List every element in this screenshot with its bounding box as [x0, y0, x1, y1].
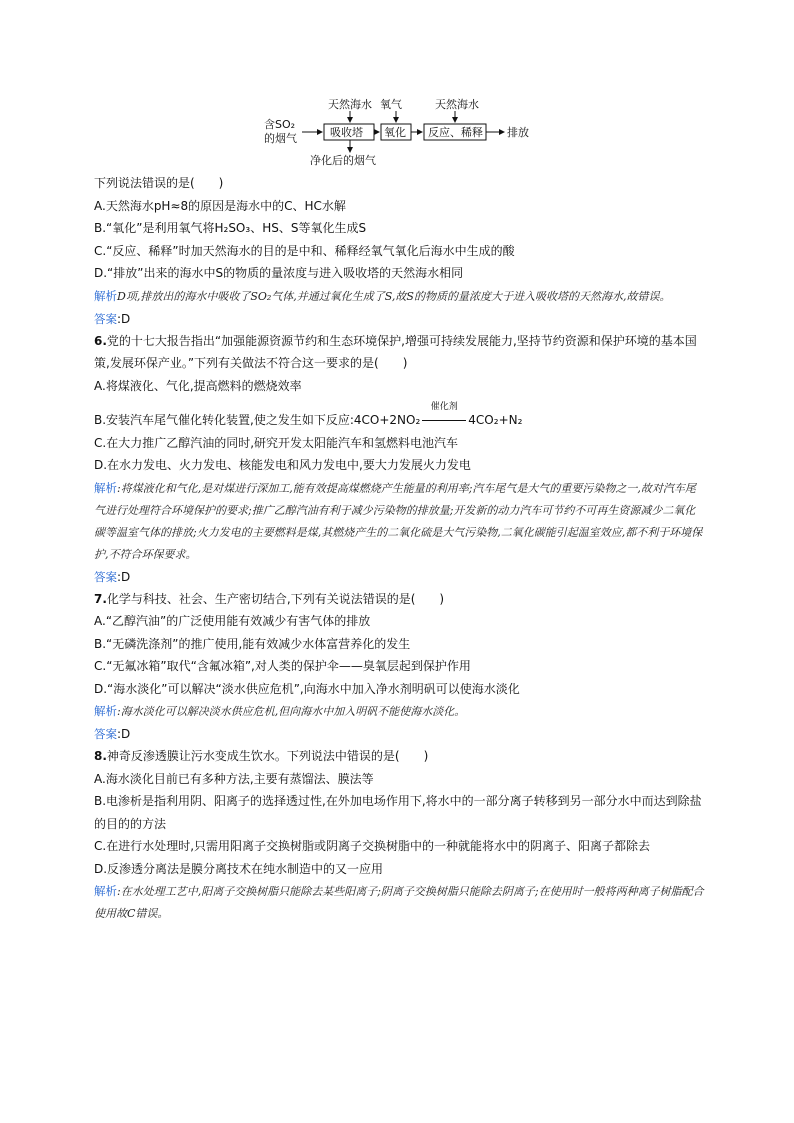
q6-option-d: D.在水力发电、火力发电、核能发电和风力发电中,要大力发展火力发电 [94, 458, 471, 472]
q7-stem [94, 588, 706, 611]
q7-stem-text: 化学与科技、社会、生产密切结合,下列有关说法错误的是( ) [106, 591, 445, 606]
q6-number: 6. [94, 333, 107, 348]
q5-stem: 下列说法错误的是( ) [94, 176, 224, 190]
q7-answer-value: D [121, 727, 131, 741]
q5-analysis-tag: 解析 [94, 288, 117, 303]
q6-answer-tag: 答案 [94, 569, 117, 584]
input-label-seawater-1: 天然海水 [328, 98, 372, 111]
q6-option-a: A.将煤液化、气化,提高燃料的燃烧效率 [94, 378, 302, 393]
q8-option-d: D.反渗透分离法是膜分离技术在纯水制造中的又一应用 [94, 861, 384, 876]
q7-analysis-text: 海水淡化可以解决淡水供应危机,但向海水中加入明矾不能使海水淡化。 [120, 705, 466, 718]
q5-option-b: B.“氧化”是利用氧气将H₂SO₃、HS、S等氧化生成S [94, 221, 367, 235]
q7-analysis: 解析:海水淡化可以解决淡水供应危机,但向海水中加入明矾不能使海水淡化。 [94, 704, 466, 718]
q5-analysis-text: D项,排放出的海水中吸收了SO₂气体,并通过氧化生成了S,故S的物质的量浓度大于进入吸收塔的天然海水,故错误。 [117, 289, 671, 303]
q7-option-a: A.“乙醇汽油”的广泛使用能有效减少有害气体的排放 [94, 614, 371, 628]
box-reaction-dilution-label: 反应、稀释 [428, 126, 483, 139]
q6-answer: 答案:D [94, 569, 131, 584]
q6-option-b [94, 402, 706, 432]
q6-stem-text: 党的十七大报告指出“加强能源资源节约和生态环境保护,增强可持续发展能力,坚持节约资源和保护环境的基本国策,发展环保产业。”下列有关做法不符合这一要求的是( ) [94, 333, 697, 370]
q8-option-a: A.海水淡化目前已有多种方法,主要有蒸馏法、膜法等 [94, 771, 374, 786]
q8-analysis: 解析:在水处理工艺中,阳离子交换树脂只能除去某些阳离子;阴离子交换树脂只能除去阴离子;在使用时一般将两种离子树脂配合使用故C错误。 [94, 884, 704, 920]
process-flow-diagram [250, 96, 550, 170]
q7-answer-tag: 答案 [94, 727, 117, 741]
purified-gas-label: 净化后的烟气 [310, 154, 376, 167]
flue-gas-label-line2: 的烟气 [264, 132, 297, 145]
q6-reaction-arrow [420, 402, 468, 432]
q8-analysis-tag: 解析 [94, 884, 117, 898]
box-oxidation-label: 氧化 [384, 126, 406, 139]
q7-answer: 答案:D [94, 727, 131, 741]
q6-analysis-text: 将煤液化和气化,是对煤进行深加工,能有效提高煤燃烧产生能量的利用率;汽车尾气是大气的重要污染物之一,故对汽车尾气进行处理符合环境保护的要求;推广乙醇汽油有利于减少污染物的排放量;开发新的动力汽车可节约不可再生资源减少二氧化碳等温室气体的排放;火力发电的主要燃料是煤,其燃烧产生的二氧化硫是大气污染物,二氧化碳能引起温室效应,都不利于环境保护,不符合环保要求。 [94, 481, 703, 561]
q6-option-b-suffix: 4CO₂+N₂ [468, 413, 523, 427]
flue-gas-label-line1: 含SO₂ [264, 118, 296, 131]
q7-option-b: B.“无磷洗涤剂”的推广使用,能有效减少水体富营养化的发生 [94, 636, 411, 651]
q7-option-c: C.“无氟冰箱”取代“含氟冰箱”,对人类的保护伞——臭氧层起到保护作用 [94, 659, 471, 673]
input-label-oxygen: 氧气 [380, 98, 402, 111]
q5-answer-value: D [121, 311, 131, 326]
catalyst-label: 催化剂 [430, 402, 458, 412]
q5-answer: 答案:D [94, 311, 131, 326]
q5-option-c: C.“反应、稀释”时加天然海水的目的是中和、稀释经氧气氧化后海水中生成的酸 [94, 243, 515, 258]
q7-option-d: D.“海水淡化”可以解决“淡水供应危机”,向海水中加入净水剂明矾可以使海水淡化 [94, 681, 520, 696]
output-label-discharge: 排放 [507, 126, 529, 139]
q8-option-c: C.在进行水处理时,只需用阳离子交换树脂或阴离子交换树脂中的一种就能将水中的阴离子、阳离子都除去 [94, 839, 651, 853]
q7-number: 7. [94, 591, 107, 606]
q5-option-d: D.“排放”出来的海水中S的物质的量浓度与进入吸收塔的天然海水相同 [94, 266, 464, 280]
q8-number: 8. [94, 749, 107, 763]
q6-answer-value: D [121, 569, 131, 584]
q6-analysis-tag: 解析 [94, 480, 117, 495]
q7-analysis-tag: 解析 [94, 704, 117, 718]
question-content [94, 172, 706, 925]
q5-answer-tag: 答案 [94, 311, 117, 326]
q8-analysis-text: 在水处理工艺中,阳离子交换树脂只能除去某些阳离子;阴离子交换树脂只能除去阴离子;在使用时一般将两种离子树脂配合使用故C错误。 [94, 885, 704, 920]
q6-option-b-prefix: B.安装汽车尾气催化转化装置,使之发生如下反应:4CO+2NO₂ [94, 413, 421, 427]
q8-option-b: B.电渗析是指利用阴、阳离子的选择透过性,在外加电场作用下,将水中的一部分离子转移到另一部分水中而达到除盐的目的的方法 [94, 794, 702, 831]
box-absorber-label: 吸收塔 [330, 126, 363, 139]
q6-analysis: 解析:将煤液化和气化,是对煤进行深加工,能有效提高煤燃烧产生能量的利用率;汽车尾气是大气的重要污染物之一,故对汽车尾气进行处理符合环境保护的要求;推广乙醇汽油有利于减少污染物的排放量;开发新的动力汽车可节约不可再生资源减少二氧化碳等温室气体的排放;火力发电的主要燃料是煤,其燃烧产生的二氧化硫是大气污染物,二氧化碳能引起温室效应,都不利于环境保护,不符合环保要求。 [94, 480, 703, 561]
input-label-seawater-2: 天然海水 [435, 98, 479, 111]
q6-option-c: C.在大力推广乙醇汽油的同时,研究开发太阳能汽车和氢燃料电池汽车 [94, 435, 459, 450]
q5-option-a: A.天然海水pH≈8的原因是海水中的C、HC水解 [94, 198, 346, 213]
q5-analysis [94, 285, 706, 308]
q6-stem [94, 330, 706, 375]
q8-stem [94, 745, 706, 768]
q8-stem-text: 神奇反渗透膜让污水变成生饮水。下列说法中错误的是( ) [106, 749, 429, 763]
